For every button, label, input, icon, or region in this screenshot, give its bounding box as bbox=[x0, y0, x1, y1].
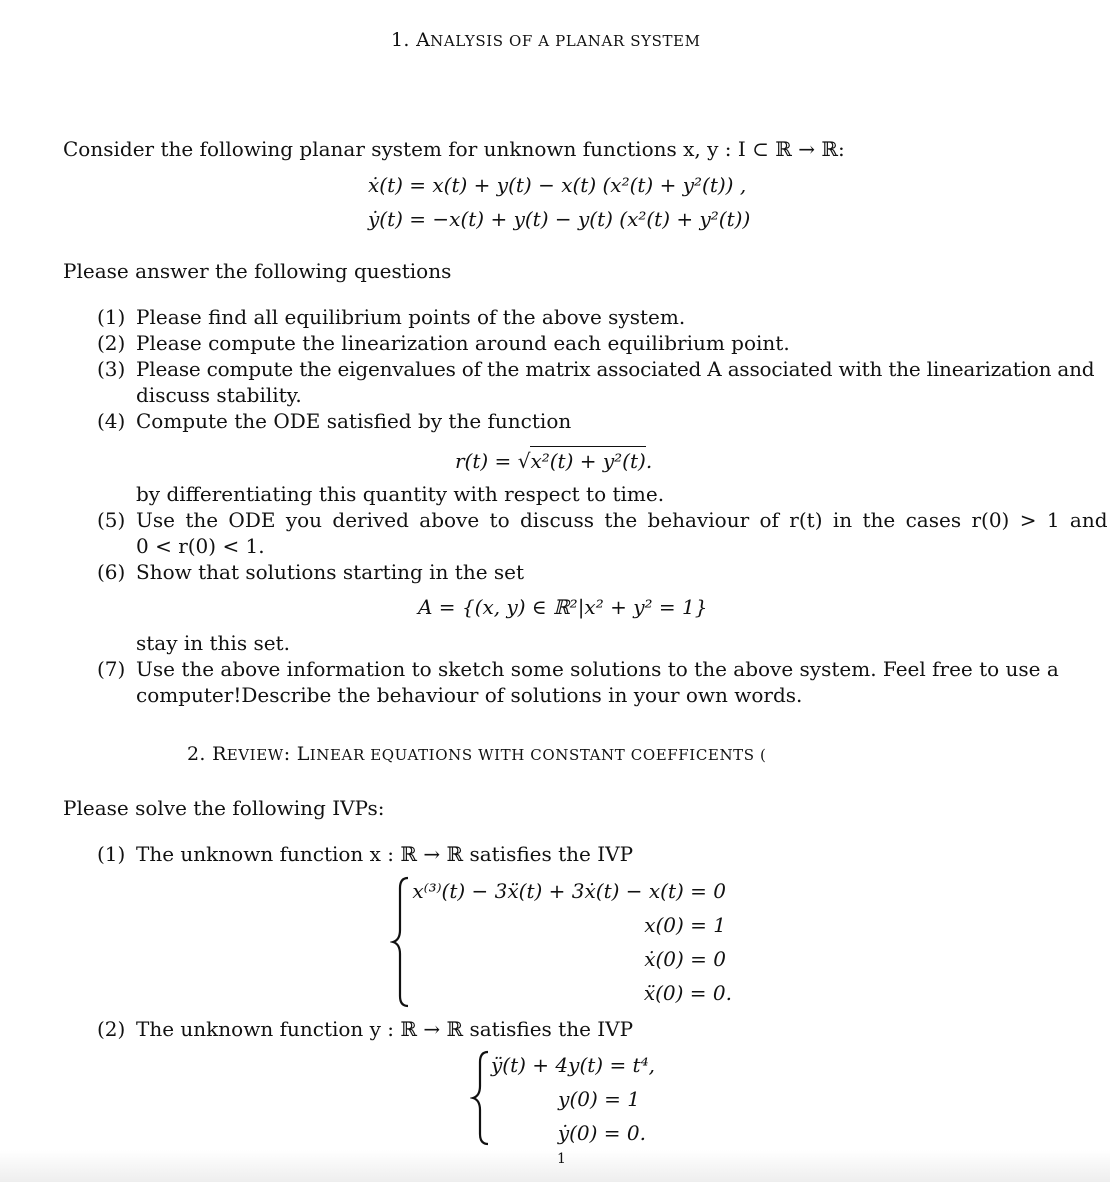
page-bottom-shadow bbox=[0, 1150, 1110, 1182]
question-text-continued: discuss stability. bbox=[136, 383, 302, 407]
ivp-prompt: Please solve the following IVPs: bbox=[63, 796, 385, 820]
section-1-title bbox=[391, 27, 701, 54]
ivp-number: (1) bbox=[97, 842, 126, 866]
left-brace-icon bbox=[390, 876, 412, 1008]
question-number: (3) bbox=[97, 357, 126, 381]
section-1-title-first: A bbox=[416, 29, 431, 51]
question-text: Please compute the eigenvalues of the matrix associated A associated with the linearization and bbox=[136, 357, 1095, 381]
r-equation-lhs: r(t) = bbox=[455, 449, 518, 473]
system-equation-1: ẋ(t) = x(t) + y(t) − x(t) (x²(t) + y²(t)) , bbox=[368, 173, 747, 197]
intro-paragraph: Consider the following planar system for unknown functions x, y : I ⊂ ℝ → ℝ: bbox=[63, 137, 845, 161]
ivp-2-ode: ÿ(t) + 4y(t) = t⁴, bbox=[491, 1053, 655, 1077]
section-2-number: 2. bbox=[187, 743, 206, 765]
r-equation-end: . bbox=[645, 449, 653, 473]
question-text-continued: 0 < r(0) < 1. bbox=[136, 534, 265, 558]
question-number: (7) bbox=[97, 657, 126, 681]
system-equation-2: ẏ(t) = −x(t) + y(t) − y(t) (x²(t) + y²(t)) bbox=[368, 207, 751, 231]
page-number: 1 bbox=[557, 1151, 566, 1167]
ivp-2-initial-condition: ẏ(0) = 0. bbox=[557, 1121, 646, 1145]
ivp-1-initial-condition: x(0) = 1 bbox=[644, 913, 726, 937]
question-text: Use the above information to sketch some solutions to the above system. Feel free to use a bbox=[136, 657, 1059, 681]
question-text-continued: computer!Describe the behaviour of solutions in your own words. bbox=[136, 683, 803, 707]
section-1-title-rest: NALYSIS OF A PLANAR SYSTEM bbox=[430, 32, 701, 50]
sqrt-sign: √ bbox=[517, 449, 531, 473]
question-number: (1) bbox=[97, 305, 126, 329]
question-text: Use the ODE you derived above to discuss the behaviour of r(t) in the cases r(0) > 1 and bbox=[136, 508, 1108, 532]
ivp-1-initial-condition: ẍ(0) = 0. bbox=[643, 981, 732, 1005]
section-1-number: 1. bbox=[391, 29, 410, 51]
ivp-2-initial-condition: y(0) = 1 bbox=[558, 1087, 640, 1111]
question-text-continued: by differentiating this quantity with respect to time. bbox=[136, 482, 665, 506]
question-number: (6) bbox=[97, 560, 126, 584]
ivp-1-ode: x⁽³⁾(t) − 3ẍ(t) + 3ẋ(t) − x(t) = 0 bbox=[412, 879, 726, 903]
section-2-title-part2: INEAR EQUATIONS WITH CONSTANT COEFFICENTS ( bbox=[309, 746, 767, 764]
ivp-text: The unknown function x : ℝ → ℝ satisfies the IVP bbox=[136, 842, 634, 866]
ivp-1-initial-condition: ẋ(0) = 0 bbox=[644, 947, 726, 971]
question-number: (2) bbox=[97, 331, 126, 355]
ivp-number: (2) bbox=[97, 1017, 126, 1041]
question-number: (4) bbox=[97, 409, 126, 433]
set-A-equation: A = {(x, y) ∈ ℝ²|x² + y² = 1} bbox=[418, 595, 708, 619]
section-2-title-colon: : L bbox=[283, 743, 310, 765]
question-text: Please find all equilibrium points of the above system. bbox=[136, 305, 686, 329]
r-equation-radicand: x²(t) + y²(t) bbox=[530, 446, 645, 474]
ivp-text: The unknown function y : ℝ → ℝ satisfies the IVP bbox=[136, 1017, 634, 1041]
questions-prompt: Please answer the following questions bbox=[63, 259, 452, 283]
r-definition-equation bbox=[455, 446, 652, 474]
question-text-continued: stay in this set. bbox=[136, 631, 290, 655]
section-2-title-first: R bbox=[212, 743, 227, 765]
section-2-title-part1: EVIEW bbox=[226, 746, 284, 764]
question-text: Please compute the linearization around each equilibrium point. bbox=[136, 331, 790, 355]
question-text: Show that solutions starting in the set bbox=[136, 560, 525, 584]
section-2-title bbox=[187, 741, 766, 768]
left-brace-icon bbox=[470, 1050, 492, 1146]
question-text: Compute the ODE satisfied by the function bbox=[136, 409, 572, 433]
question-number: (5) bbox=[97, 508, 126, 532]
